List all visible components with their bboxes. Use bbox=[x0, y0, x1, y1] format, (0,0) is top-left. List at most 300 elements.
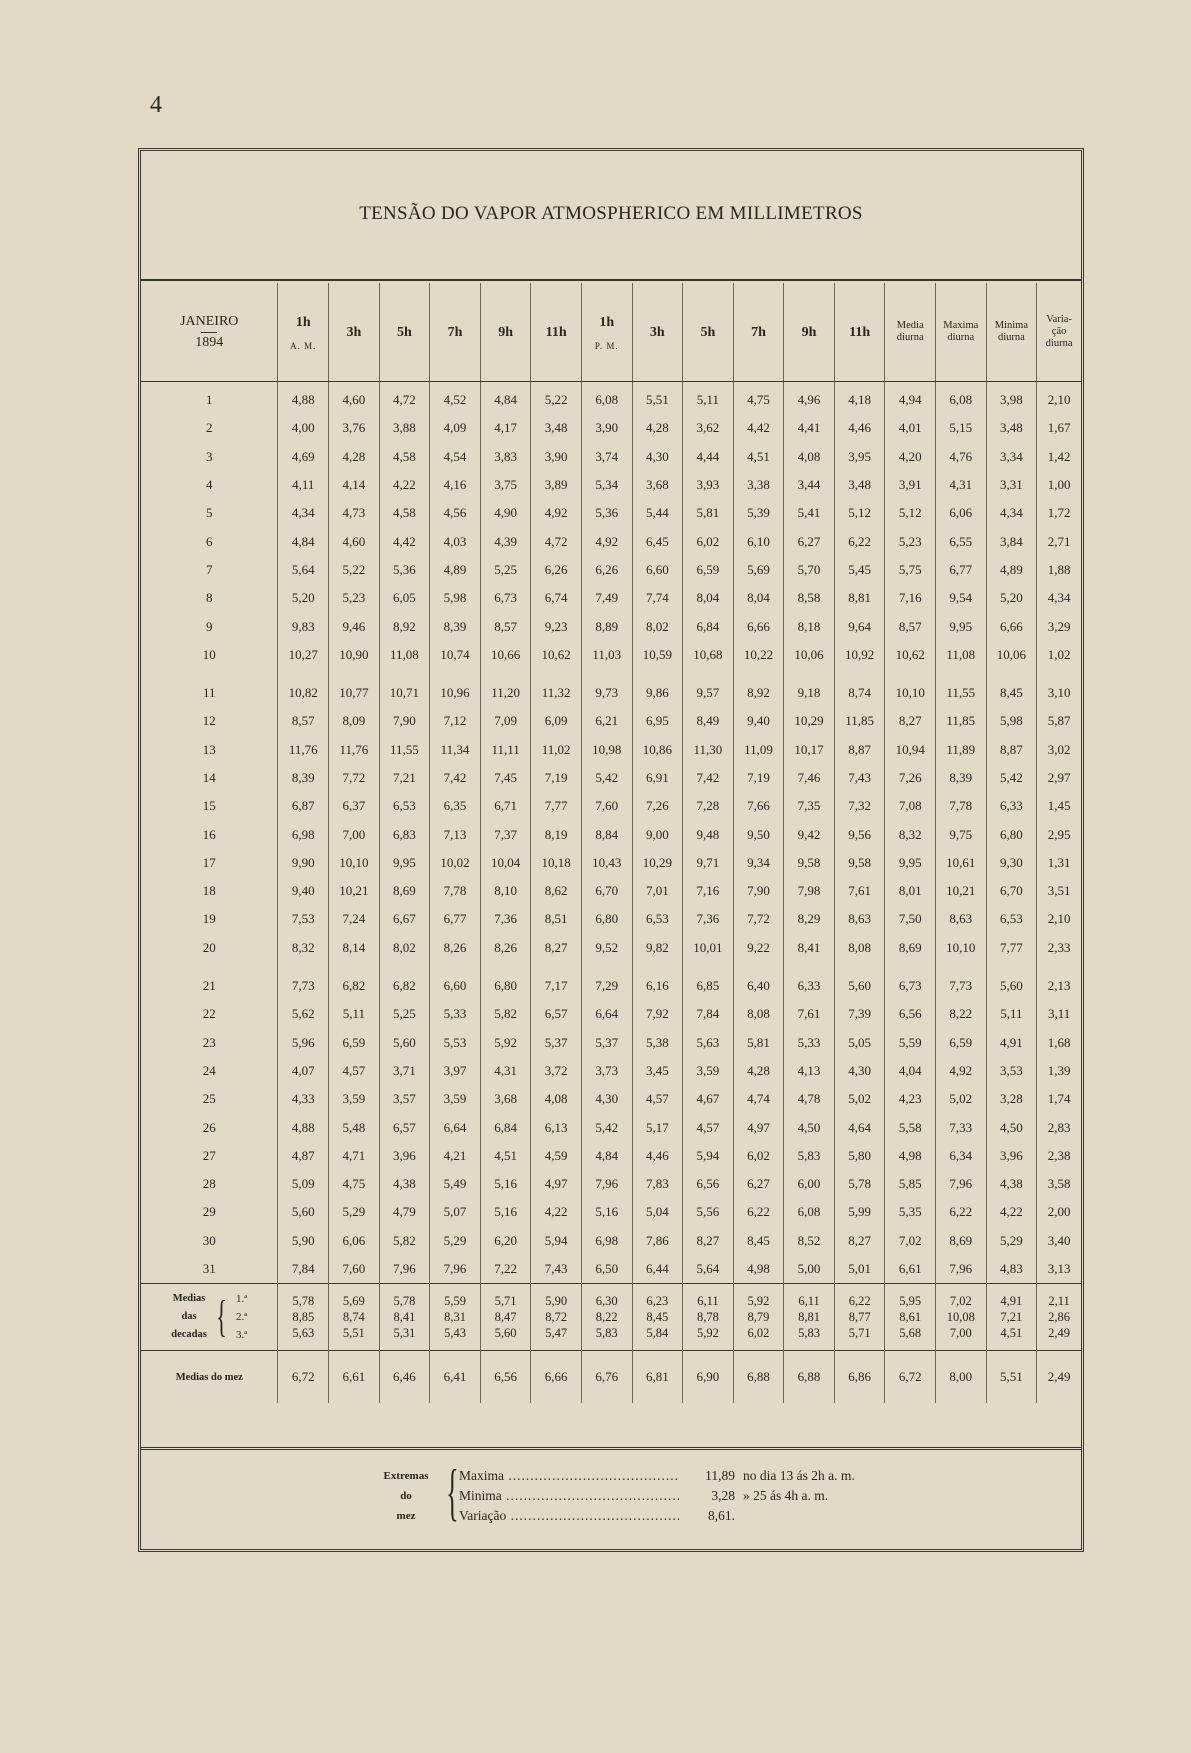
table-cell: 8,89 bbox=[581, 612, 632, 640]
table-cell: 8,19 bbox=[531, 820, 582, 848]
table-cell: 4,76 bbox=[936, 443, 987, 471]
table-cell: 2,33 bbox=[1037, 934, 1081, 962]
table-cell: 6,08 bbox=[936, 386, 987, 414]
table-cell: 4,59 bbox=[531, 1142, 582, 1170]
table-cell: 6,87 bbox=[278, 792, 329, 820]
table-cell: 4,00 bbox=[278, 414, 329, 442]
table-cell: 5,90 bbox=[278, 1227, 329, 1255]
table-cell: 10,29 bbox=[632, 849, 683, 877]
table-cell: 8,39 bbox=[278, 764, 329, 792]
table-cell: 8,57 bbox=[885, 612, 936, 640]
table-cell: 5,48 bbox=[329, 1113, 380, 1141]
table-cell: 6,67 bbox=[379, 905, 430, 933]
table-cell: 11,08 bbox=[379, 641, 430, 669]
table-cell: 5,15 bbox=[936, 414, 987, 442]
table-cell: 5,60 bbox=[379, 1029, 430, 1057]
table-cell: 4,42 bbox=[379, 527, 430, 555]
table-cell: 5,98 bbox=[430, 584, 481, 612]
table-cell: 7,36 bbox=[683, 905, 734, 933]
year: 1894 bbox=[195, 334, 224, 350]
table-cell: 6,73 bbox=[885, 972, 936, 1000]
table-cell: 6,57 bbox=[531, 1000, 582, 1028]
table-cell: 7,42 bbox=[430, 764, 481, 792]
table-cell: 7,26 bbox=[885, 764, 936, 792]
table-cell: 4,08 bbox=[784, 443, 835, 471]
table-cell: 8,92 bbox=[733, 679, 784, 707]
table-cell: 6,61 bbox=[885, 1255, 936, 1284]
table-cell: 7,24 bbox=[329, 905, 380, 933]
decade-means-cell: 6,22 8,77 5,71 bbox=[834, 1284, 885, 1351]
day-number: 4 bbox=[205, 477, 213, 493]
decade-means-cell: 5,59 8,31 5,43 bbox=[430, 1284, 481, 1351]
table-cell: 4,41 bbox=[784, 414, 835, 442]
table-cell: 10,98 bbox=[581, 736, 632, 764]
table-cell: 7,22 bbox=[480, 1255, 531, 1284]
table-cell: 4,28 bbox=[733, 1057, 784, 1085]
table-cell: 7,61 bbox=[784, 1000, 835, 1028]
table-cell: 10,74 bbox=[430, 641, 481, 669]
table-cell: 7,77 bbox=[531, 792, 582, 820]
table-cell: 6,70 bbox=[986, 877, 1037, 905]
table-cell: 4,07 bbox=[278, 1057, 329, 1085]
table-cell: 8,27 bbox=[683, 1227, 734, 1255]
table-cell: 5,01 bbox=[834, 1255, 885, 1284]
table-cell: 3,38 bbox=[733, 471, 784, 499]
decade-means-row bbox=[141, 1284, 1081, 1351]
table-cell: 8,69 bbox=[885, 934, 936, 962]
table-row bbox=[141, 1000, 1081, 1028]
table-cell: 8,26 bbox=[430, 934, 481, 962]
table-cell: 4,21 bbox=[430, 1142, 481, 1170]
table-cell: 5,64 bbox=[278, 556, 329, 584]
table-cell: 4,01 bbox=[885, 414, 936, 442]
table-cell: 10,92 bbox=[834, 641, 885, 669]
table-cell: 4,57 bbox=[329, 1057, 380, 1085]
table-cell: 4,84 bbox=[581, 1142, 632, 1170]
table-row bbox=[141, 1142, 1081, 1170]
decade-means-cell: 6,11 8,81 5,83 bbox=[784, 1284, 835, 1351]
table-cell: 3,45 bbox=[632, 1057, 683, 1085]
table-cell: 3,91 bbox=[885, 471, 936, 499]
table-row bbox=[141, 584, 1081, 612]
table-cell: 6,45 bbox=[632, 527, 683, 555]
table-cell: 5,37 bbox=[531, 1029, 582, 1057]
table-cell: 3,59 bbox=[430, 1085, 481, 1113]
table-cell: 2,71 bbox=[1037, 527, 1081, 555]
hour-header: 1h P. M. bbox=[581, 283, 632, 382]
table-cell: 3,93 bbox=[683, 471, 734, 499]
table-cell: 7,28 bbox=[683, 792, 734, 820]
day-number: 15 bbox=[202, 798, 216, 814]
table-cell: 10,10 bbox=[329, 849, 380, 877]
table-row bbox=[141, 792, 1081, 820]
variacao-header: Varia- ção diurna bbox=[1037, 283, 1081, 382]
table-cell: 8,41 bbox=[784, 934, 835, 962]
table-cell: 5,23 bbox=[329, 584, 380, 612]
table-row bbox=[141, 1227, 1081, 1255]
table-cell: 6,44 bbox=[632, 1255, 683, 1284]
table-cell: 6,26 bbox=[531, 556, 582, 584]
table-cell: 6,56 bbox=[885, 1000, 936, 1028]
table-cell: 4,30 bbox=[632, 443, 683, 471]
table-cell: 5,12 bbox=[834, 499, 885, 527]
table-cell: 7,17 bbox=[531, 972, 582, 1000]
table-cell: 8,45 bbox=[733, 1227, 784, 1255]
table-cell: 3,10 bbox=[1037, 679, 1081, 707]
table-cell: 6,57 bbox=[379, 1113, 430, 1141]
table-cell: 5,34 bbox=[581, 471, 632, 499]
table-cell: 10,61 bbox=[936, 849, 987, 877]
table-cell: 3,62 bbox=[683, 414, 734, 442]
extremes-list bbox=[459, 1466, 855, 1526]
table-cell: 1,00 bbox=[1037, 471, 1081, 499]
table-cell: 10,86 bbox=[632, 736, 683, 764]
table-cell: 3,29 bbox=[1037, 612, 1081, 640]
table-cell: 5,29 bbox=[986, 1227, 1037, 1255]
table-cell: 8,63 bbox=[834, 905, 885, 933]
day-number: 2 bbox=[205, 420, 213, 436]
table-cell: 5,22 bbox=[329, 556, 380, 584]
day-number: 3 bbox=[205, 448, 213, 464]
header-row bbox=[141, 283, 1081, 382]
table-cell: 9,73 bbox=[581, 679, 632, 707]
month-means-cell: 2,49 bbox=[1037, 1351, 1081, 1404]
table-cell: 11,08 bbox=[936, 641, 987, 669]
table-row bbox=[141, 443, 1081, 471]
table-cell: 6,95 bbox=[632, 707, 683, 735]
table-cell: 1,68 bbox=[1037, 1029, 1081, 1057]
table-row bbox=[141, 499, 1081, 527]
table-cell: 4,22 bbox=[986, 1198, 1037, 1226]
table-row bbox=[141, 612, 1081, 640]
table-cell: 4,50 bbox=[784, 1113, 835, 1141]
hour-header: 9h bbox=[784, 283, 835, 382]
table-cell: 8,92 bbox=[379, 612, 430, 640]
table-cell: 1,31 bbox=[1037, 849, 1081, 877]
table-cell: 1,74 bbox=[1037, 1085, 1081, 1113]
table-cell: 5,29 bbox=[430, 1227, 481, 1255]
table-cell: 11,02 bbox=[531, 736, 582, 764]
month-means-cell: 6,76 bbox=[581, 1351, 632, 1404]
table-cell: 7,60 bbox=[329, 1255, 380, 1284]
table-cell: 5,60 bbox=[278, 1198, 329, 1226]
decade-means-cell: 6,23 8,45 5,84 bbox=[632, 1284, 683, 1351]
table-cell: 10,62 bbox=[531, 641, 582, 669]
table-cell: 6,80 bbox=[986, 820, 1037, 848]
table-cell: 4,67 bbox=[683, 1085, 734, 1113]
table-cell: 3,59 bbox=[329, 1085, 380, 1113]
table-cell: 3,68 bbox=[632, 471, 683, 499]
table-cell: 7,16 bbox=[885, 584, 936, 612]
table-cell: 7,96 bbox=[936, 1255, 987, 1284]
table-cell: 5,41 bbox=[784, 499, 835, 527]
decade-means-cell: 6,11 8,78 5,92 bbox=[683, 1284, 734, 1351]
table-cell: 5,80 bbox=[834, 1142, 885, 1170]
table-cell: 7,74 bbox=[632, 584, 683, 612]
table-cell: 5,75 bbox=[885, 556, 936, 584]
table-cell: 4,34 bbox=[986, 499, 1037, 527]
table-cell: 7,72 bbox=[733, 905, 784, 933]
table-cell: 3,34 bbox=[986, 443, 1037, 471]
table-cell: 9,00 bbox=[632, 820, 683, 848]
table-cell: 4,04 bbox=[885, 1057, 936, 1085]
table-cell: 4,75 bbox=[329, 1170, 380, 1198]
table-cell: 4,92 bbox=[581, 527, 632, 555]
table-cell: 7,12 bbox=[430, 707, 481, 735]
table-cell: 9,57 bbox=[683, 679, 734, 707]
decade-means-cell: 2,11 2,86 2,49 bbox=[1037, 1284, 1081, 1351]
maxima-header: Maxima diurna bbox=[936, 283, 987, 382]
table-cell: 7,84 bbox=[278, 1255, 329, 1284]
table-cell: 4,58 bbox=[379, 499, 430, 527]
table-cell: 6,08 bbox=[581, 386, 632, 414]
table-cell: 3,89 bbox=[531, 471, 582, 499]
decade-means-cell: 5,78 8,41 5,31 bbox=[379, 1284, 430, 1351]
table-cell: 4,18 bbox=[834, 386, 885, 414]
table-cell: 3,59 bbox=[683, 1057, 734, 1085]
day-number: 18 bbox=[202, 883, 216, 899]
table-cell: 5,07 bbox=[430, 1198, 481, 1226]
table-cell: 4,89 bbox=[986, 556, 1037, 584]
table-frame bbox=[138, 148, 1084, 1552]
table-cell: 5,92 bbox=[480, 1029, 531, 1057]
table-cell: 4,60 bbox=[329, 386, 380, 414]
table-cell: 3,74 bbox=[581, 443, 632, 471]
table-cell: 7,00 bbox=[329, 820, 380, 848]
table-cell: 6,66 bbox=[986, 612, 1037, 640]
page-title: TENSÃO DO VAPOR ATMOSPHERICO EM MILLIMETROS bbox=[359, 203, 863, 224]
table-cell: 9,22 bbox=[733, 934, 784, 962]
table-cell: 9,86 bbox=[632, 679, 683, 707]
table-cell: 7,39 bbox=[834, 1000, 885, 1028]
decade-means-cell: 5,90 8,72 5,47 bbox=[531, 1284, 582, 1351]
table-cell: 7,86 bbox=[632, 1227, 683, 1255]
table-cell: 4,84 bbox=[480, 386, 531, 414]
table-row bbox=[141, 1113, 1081, 1141]
day-number: 11 bbox=[202, 685, 216, 701]
table-cell: 5,12 bbox=[885, 499, 936, 527]
table-cell: 3,28 bbox=[986, 1085, 1037, 1113]
table-cell: 5,04 bbox=[632, 1198, 683, 1226]
table-cell: 8,45 bbox=[986, 679, 1037, 707]
table-cell: 1,45 bbox=[1037, 792, 1081, 820]
page-number: 4 bbox=[150, 92, 162, 118]
table-cell: 5,37 bbox=[581, 1029, 632, 1057]
table-cell: 8,69 bbox=[936, 1227, 987, 1255]
table-cell: 10,68 bbox=[683, 641, 734, 669]
table-row bbox=[141, 1255, 1081, 1284]
table-cell: 6,98 bbox=[581, 1227, 632, 1255]
month-means-cell: 6,72 bbox=[885, 1351, 936, 1404]
table-cell: 5,16 bbox=[581, 1198, 632, 1226]
table-cell: 2,10 bbox=[1037, 386, 1081, 414]
day-number: 6 bbox=[205, 533, 213, 549]
table-cell: 5,02 bbox=[936, 1085, 987, 1113]
table-cell: 8,84 bbox=[581, 820, 632, 848]
month-means-cell: 6,66 bbox=[531, 1351, 582, 1404]
table-cell: 8,04 bbox=[683, 584, 734, 612]
decade-means-cell: 5,78 8,85 5,63 bbox=[278, 1284, 329, 1351]
table-cell: 8,62 bbox=[531, 877, 582, 905]
table-cell: 6,82 bbox=[379, 972, 430, 1000]
table-cell: 10,21 bbox=[936, 877, 987, 905]
table-cell: 11,55 bbox=[936, 679, 987, 707]
day-number: 25 bbox=[202, 1091, 216, 1107]
month-means-cell: 6,61 bbox=[329, 1351, 380, 1404]
table-cell: 4,17 bbox=[480, 414, 531, 442]
table-cell: 9,95 bbox=[936, 612, 987, 640]
table-cell: 3,48 bbox=[986, 414, 1037, 442]
table-cell: 5,60 bbox=[986, 972, 1037, 1000]
table-cell: 6,33 bbox=[784, 972, 835, 1000]
table-cell: 4,58 bbox=[379, 443, 430, 471]
day-number: 10 bbox=[202, 646, 216, 662]
table-cell: 1,72 bbox=[1037, 499, 1081, 527]
extreme-row-maxima: Maxima ..... 11,89 no dia 13 ás 2h a. m. bbox=[459, 1466, 855, 1486]
table-cell: 8,14 bbox=[329, 934, 380, 962]
table-cell: 4,84 bbox=[278, 527, 329, 555]
table-cell: 2,00 bbox=[1037, 1198, 1081, 1226]
extreme-row-minima: Minima ..... 3,28 » 25 ás 4h a. m. bbox=[459, 1486, 855, 1506]
table-cell: 6,06 bbox=[329, 1227, 380, 1255]
table-cell: 5,35 bbox=[885, 1198, 936, 1226]
table-cell: 11,85 bbox=[936, 707, 987, 735]
table-cell: 6,83 bbox=[379, 820, 430, 848]
table-cell: 7,19 bbox=[531, 764, 582, 792]
table-cell: 10,66 bbox=[480, 641, 531, 669]
decade-means-cell: 4,91 7,21 4,51 bbox=[986, 1284, 1037, 1351]
hour-header: 1h A. M. bbox=[278, 283, 329, 382]
table-row bbox=[141, 679, 1081, 707]
table-cell: 5,36 bbox=[379, 556, 430, 584]
table-cell: 4,34 bbox=[278, 499, 329, 527]
table-cell: 5,00 bbox=[784, 1255, 835, 1284]
table-cell: 8,08 bbox=[733, 1000, 784, 1028]
table-cell: 5,81 bbox=[733, 1029, 784, 1057]
table-cell: 10,27 bbox=[278, 641, 329, 669]
hour-header: 7h bbox=[733, 283, 784, 382]
table-cell: 3,44 bbox=[784, 471, 835, 499]
table-cell: 6,80 bbox=[480, 972, 531, 1000]
table-cell: 5,38 bbox=[632, 1029, 683, 1057]
hour-header: 11h bbox=[834, 283, 885, 382]
table-cell: 7,90 bbox=[379, 707, 430, 735]
day-number: 12 bbox=[202, 713, 216, 729]
table-cell: 3,48 bbox=[531, 414, 582, 442]
table-cell: 8,02 bbox=[379, 934, 430, 962]
table-cell: 7,01 bbox=[632, 877, 683, 905]
table-cell: 4,38 bbox=[379, 1170, 430, 1198]
table-cell: 3,90 bbox=[581, 414, 632, 442]
day-number: 13 bbox=[202, 741, 216, 757]
table-cell: 5,94 bbox=[531, 1227, 582, 1255]
table-cell: 3,76 bbox=[329, 414, 380, 442]
table-cell: 1,42 bbox=[1037, 443, 1081, 471]
table-cell: 6,84 bbox=[683, 612, 734, 640]
table-cell: 8,49 bbox=[683, 707, 734, 735]
table-cell: 10,59 bbox=[632, 641, 683, 669]
table-cell: 8,58 bbox=[784, 584, 835, 612]
table-cell: 4,52 bbox=[430, 386, 481, 414]
table-cell: 4,42 bbox=[733, 414, 784, 442]
table-cell: 4,98 bbox=[733, 1255, 784, 1284]
table-cell: 4,74 bbox=[733, 1085, 784, 1113]
table-cell: 5,63 bbox=[683, 1029, 734, 1057]
day-number: 31 bbox=[202, 1261, 216, 1277]
table-cell: 6,26 bbox=[581, 556, 632, 584]
table-cell: 4,46 bbox=[632, 1142, 683, 1170]
table-cell: 4,97 bbox=[733, 1113, 784, 1141]
hour-header: 7h bbox=[430, 283, 481, 382]
table-cell: 8,87 bbox=[986, 736, 1037, 764]
table-cell: 10,21 bbox=[329, 877, 380, 905]
table-cell: 4,22 bbox=[379, 471, 430, 499]
table-cell: 8,63 bbox=[936, 905, 987, 933]
table-cell: 6,27 bbox=[784, 527, 835, 555]
day-number: 16 bbox=[202, 826, 216, 842]
table-cell: 7,42 bbox=[683, 764, 734, 792]
day-number: 26 bbox=[202, 1119, 216, 1135]
table-cell: 10,43 bbox=[581, 849, 632, 877]
table-cell: 9,56 bbox=[834, 820, 885, 848]
hour-header: 5h bbox=[683, 283, 734, 382]
month-means-cell: 6,86 bbox=[834, 1351, 885, 1404]
table-cell: 8,27 bbox=[834, 1227, 885, 1255]
table-row bbox=[141, 707, 1081, 735]
table-cell: 4,97 bbox=[531, 1170, 582, 1198]
table-cell: 7,73 bbox=[936, 972, 987, 1000]
table-cell: 9,23 bbox=[531, 612, 582, 640]
table-cell: 7,53 bbox=[278, 905, 329, 933]
table-cell: 10,90 bbox=[329, 641, 380, 669]
day-number: 22 bbox=[202, 1006, 216, 1022]
day-number: 20 bbox=[202, 939, 216, 955]
table-cell: 6,22 bbox=[834, 527, 885, 555]
media-header: Media diurna bbox=[885, 283, 936, 382]
table-cell: 1,39 bbox=[1037, 1057, 1081, 1085]
table-cell: 5,44 bbox=[632, 499, 683, 527]
spacer-row bbox=[141, 669, 1081, 679]
table-cell: 5,59 bbox=[885, 1029, 936, 1057]
table-cell: 7,46 bbox=[784, 764, 835, 792]
table-row bbox=[141, 641, 1081, 669]
table-cell: 4,73 bbox=[329, 499, 380, 527]
table-row bbox=[141, 764, 1081, 792]
table-cell: 4,03 bbox=[430, 527, 481, 555]
table-cell: 4,60 bbox=[329, 527, 380, 555]
table-cell: 5,09 bbox=[278, 1170, 329, 1198]
extremes-label: Extremas do mez bbox=[383, 1470, 429, 1522]
table-cell: 4,44 bbox=[683, 443, 734, 471]
table-cell: 7,35 bbox=[784, 792, 835, 820]
table-cell: 3,90 bbox=[531, 443, 582, 471]
table-cell: 5,56 bbox=[683, 1198, 734, 1226]
month-means-cell: 6,56 bbox=[480, 1351, 531, 1404]
table-cell: 5,17 bbox=[632, 1113, 683, 1141]
day-number: 9 bbox=[205, 618, 213, 634]
table-cell: 8,22 bbox=[936, 1000, 987, 1028]
table-cell: 1,02 bbox=[1037, 641, 1081, 669]
table-cell: 10,62 bbox=[885, 641, 936, 669]
table-cell: 5,29 bbox=[329, 1198, 380, 1226]
table-cell: 7,08 bbox=[885, 792, 936, 820]
table-cell: 5,62 bbox=[278, 1000, 329, 1028]
day-number: 29 bbox=[202, 1204, 216, 1220]
table-cell: 7,29 bbox=[581, 972, 632, 1000]
table-cell: 8,09 bbox=[329, 707, 380, 735]
table-cell: 4,75 bbox=[733, 386, 784, 414]
table-cell: 6,22 bbox=[733, 1198, 784, 1226]
